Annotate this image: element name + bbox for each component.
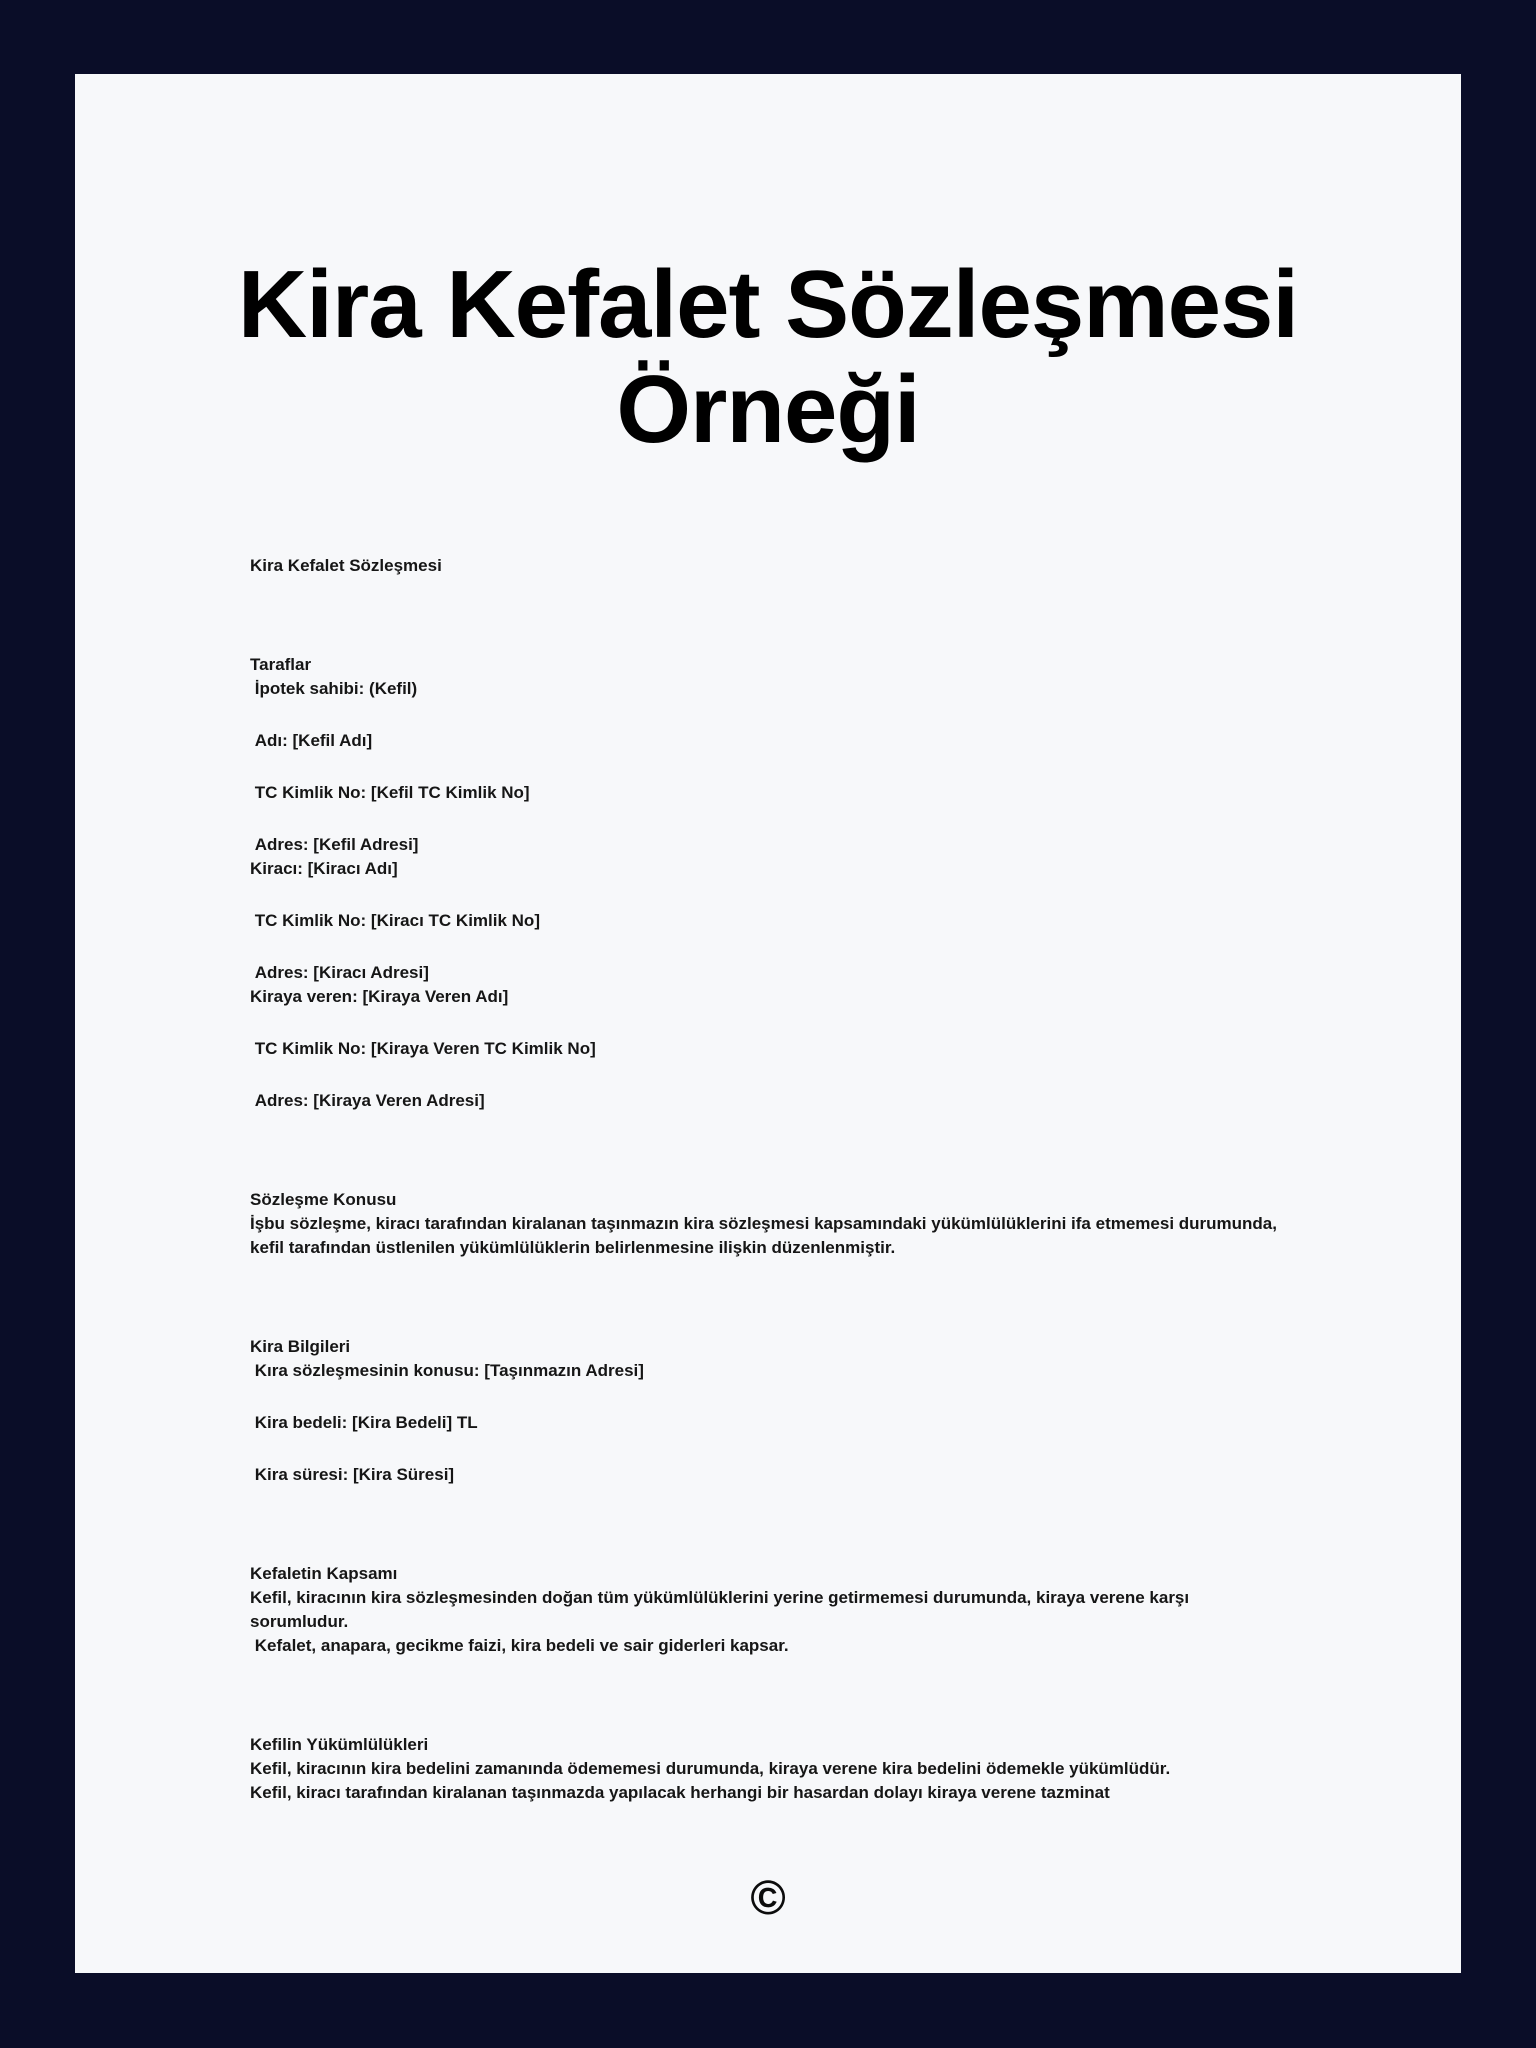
document-title: Kira Kefalet Sözleşmesi Örneği [237,251,1299,463]
paragraph-line: Kefilin Yükümlülükleri [250,1735,429,1754]
paragraph-line: Adres: [Kiracı Adresi] [250,963,429,982]
paragraph [250,909,1286,933]
paragraph [250,729,1286,753]
paragraph-line: Kira Bilgileri [250,1337,351,1356]
paragraph-line: Adres: [Kefil Adresi] [250,835,419,854]
paragraph [250,1411,1286,1435]
document-footer [75,1872,1461,1925]
copyright-icon: © [750,1872,786,1925]
paragraph [250,961,1286,1009]
paragraph [250,1188,1286,1260]
paragraph-line: Taraflar [250,655,312,674]
paragraph [250,653,1286,701]
paragraph [250,1463,1286,1487]
paragraph-line: Kefil, kiracının kira sözleşmesinden doğan tüm yükümlülüklerini yerine getirmemesi durumunda, kiraya verene karşı sorumludur. [250,1588,1194,1631]
paragraph-line: İşbu sözleşme, kiracı tarafından kiralanan taşınmazın kira sözleşmesi kapsamındaki yükümlülüklerini ifa etmemesi durumunda, kefil tarafından üstlenilen yükümlülüklerin belirlenmesine ilişkin düzenlenmiştir. [250,1214,1282,1257]
paragraph [250,554,1286,578]
paragraph-line: TC Kimlik No: [Kefil TC Kimlik No] [250,783,530,802]
paragraph [250,1562,1286,1658]
paragraph [250,1037,1286,1061]
paragraph-line: Kefil, kiracının kira bedelini zamanında ödememesi durumunda, kiraya verene kira bedelini ödemekle yükümlüdür. [250,1759,1171,1778]
paragraph-line: İpotek sahibi: (Kefil) [250,679,418,698]
paragraph-line: Kefalet, anapara, gecikme faizi, kira bedeli ve sair giderleri kapsar. [250,1636,789,1655]
paragraph-line: Kefaletin Kapsamı [250,1564,398,1583]
paragraph-line: Kiraya veren: [Kiraya Veren Adı] [250,987,509,1006]
paragraph-line: Kira Kefalet Sözleşmesi [250,556,442,575]
paragraph-line: Sözleşme Konusu [250,1190,397,1209]
paragraph-line: Adı: [Kefil Adı] [250,731,373,750]
paragraph [250,781,1286,805]
paragraph-line: Kira bedeli: [Kira Bedeli] TL [250,1413,478,1432]
paragraph [250,1089,1286,1113]
paragraph [250,833,1286,881]
paragraph [250,1335,1286,1383]
paragraph-line: Kira süresi: [Kira Süresi] [250,1465,455,1484]
paragraph-line: Kiracı: [Kiracı Adı] [250,859,398,878]
paragraph-line: Adres: [Kiraya Veren Adresi] [250,1091,485,1110]
paragraph [250,1733,1286,1805]
paragraph-line: Kefil, kiracı tarafından kiralanan taşınmazda yapılacak herhangi bir hasardan dolayı kiraya verene tazminat [250,1783,1110,1802]
document-page [75,74,1461,1973]
paragraph-line: TC Kimlik No: [Kiracı TC Kimlik No] [250,911,540,930]
paragraph-line: Kıra sözleşmesinin konusu: [Taşınmazın Adresi] [250,1361,644,1380]
document-body [250,554,1286,1805]
paragraph-line: TC Kimlik No: [Kiraya Veren TC Kimlik No] [250,1039,596,1058]
